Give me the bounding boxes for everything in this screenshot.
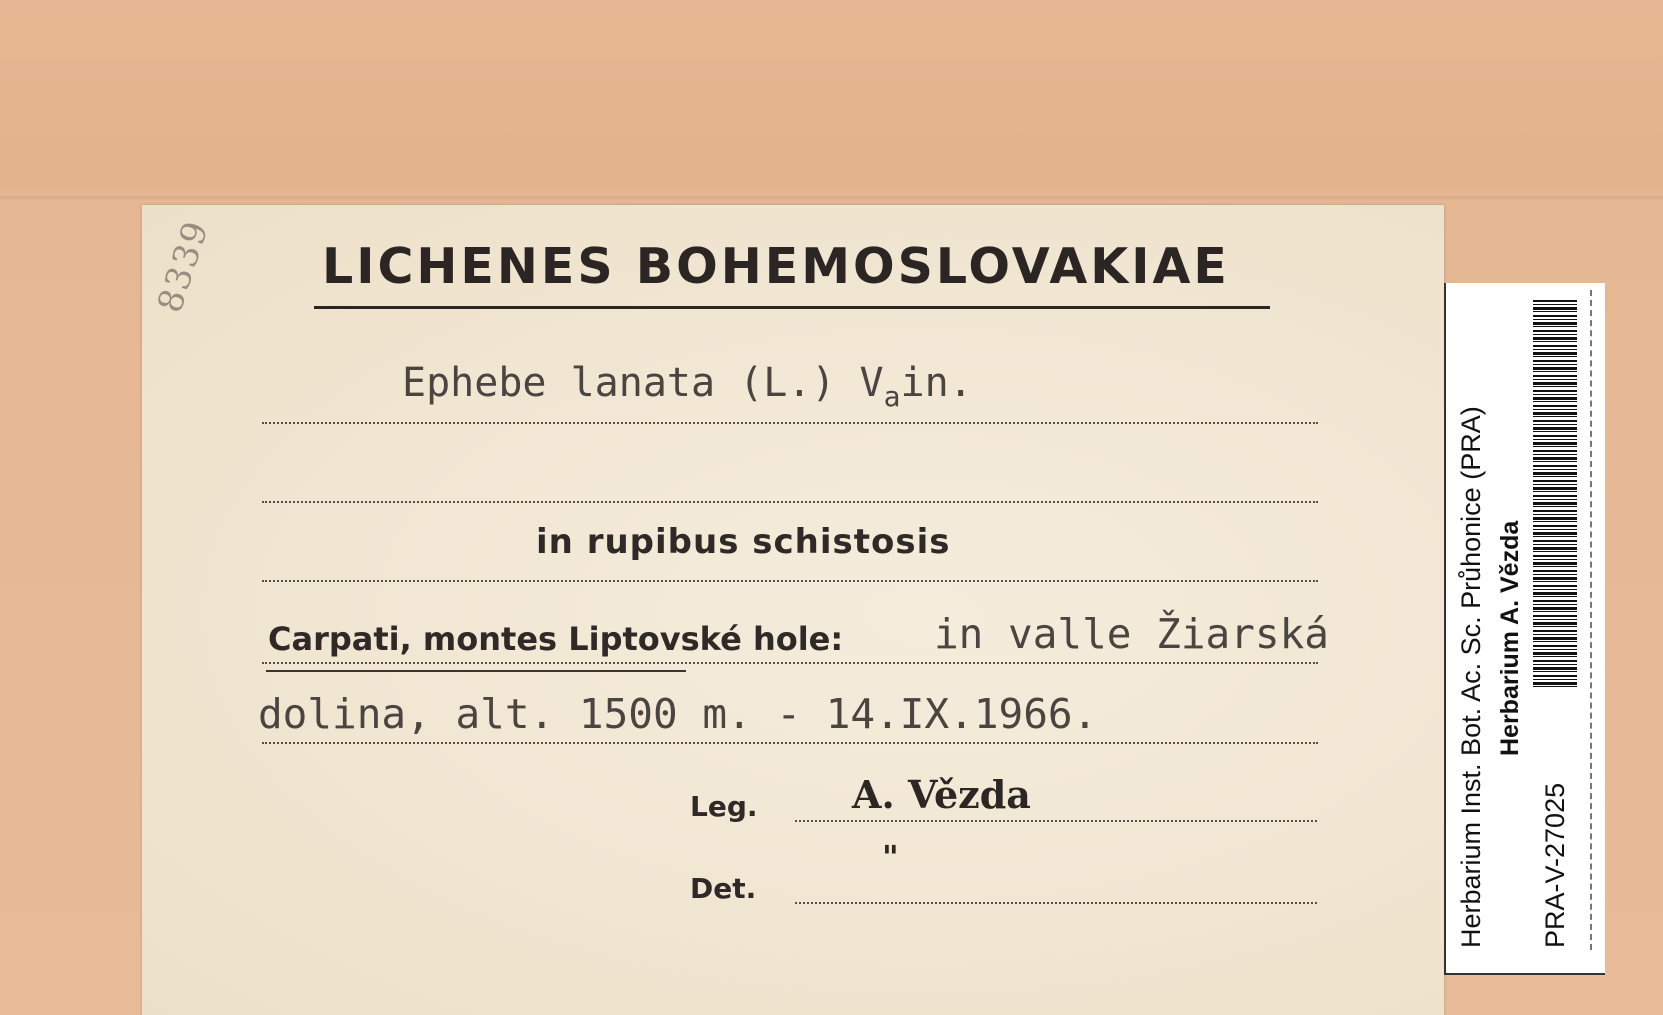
specimen-id: PRA-V-27025 [1540, 782, 1570, 948]
herbarium-collection: Herbarium A. Vězda [1496, 520, 1524, 756]
locality-dotted-line-2 [262, 742, 1318, 744]
det-ditto: " [882, 838, 899, 876]
det-label: Det. [690, 872, 757, 905]
envelope-fold [0, 196, 1663, 202]
leg-label: Leg. [690, 790, 758, 823]
det-dotted-line [795, 902, 1317, 904]
locality-printed: Carpati, montes Liptovské hole: [268, 620, 844, 658]
species-name [402, 360, 973, 413]
pencil-number: 8339 [150, 215, 218, 318]
label-title: LICHENES BOHEMOSLOVAKIAE [322, 238, 1230, 295]
title-rule [314, 306, 1270, 309]
locality-typed-2: dolina, alt. 1500 m. - 14.IX.1966. [258, 690, 1098, 738]
species-dotted-line [262, 422, 1318, 424]
species-main: Ephebe lanata (L.) V [402, 360, 884, 406]
substrate-dotted-line [262, 580, 1318, 582]
herbarium-institution: Herbarium Inst. Bot. Ac. Sc. Průhonice (PRA) [1456, 406, 1486, 948]
species-subscript: a [883, 380, 901, 413]
locality-dotted-line-1 [262, 662, 1318, 664]
blank-dotted-line [262, 501, 1318, 503]
leg-value: A. Vězda [852, 772, 1031, 817]
leg-dotted-line [795, 820, 1317, 822]
herbarium-dash-rule [1590, 290, 1592, 950]
locality-typed-1: in valle Žiarská [934, 610, 1329, 658]
barcode [1533, 300, 1577, 690]
locality-underline [266, 670, 686, 672]
species-tail: in. [900, 360, 973, 406]
substrate-text: in rupibus schistosis [536, 522, 951, 562]
